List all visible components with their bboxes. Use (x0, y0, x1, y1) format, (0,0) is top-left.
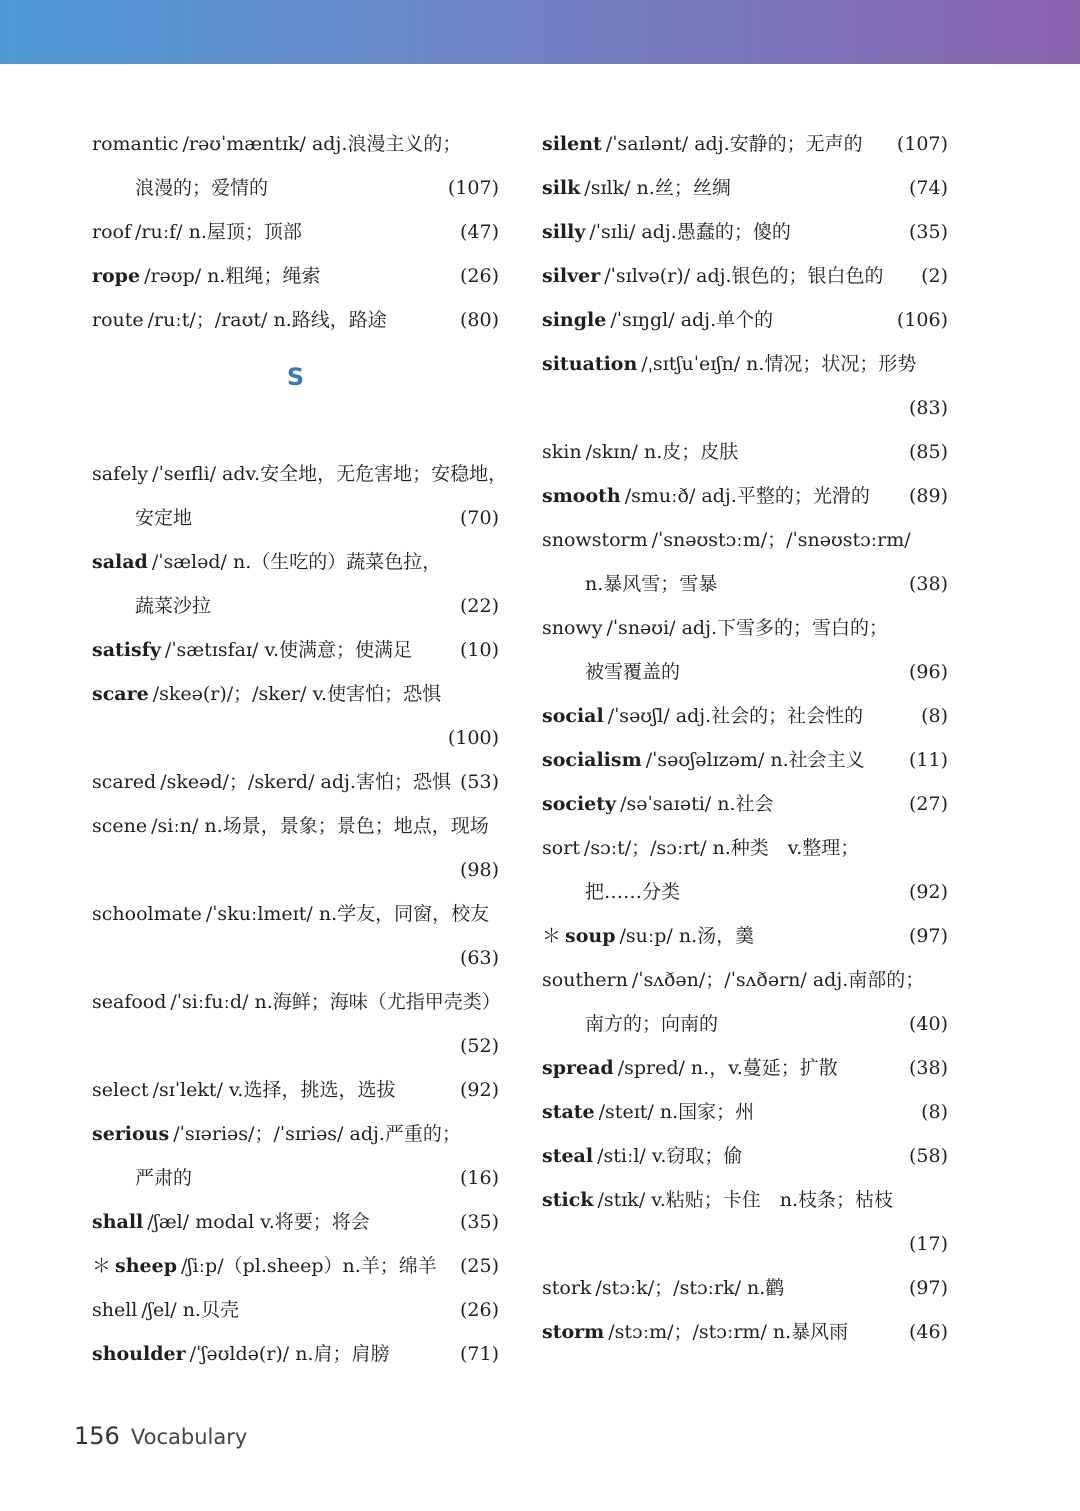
vocab-entry (92, 122, 499, 210)
entry-page-ref: ( 97 ) (909, 914, 948, 958)
entry-definition: /ˈsæləd/ n.（生吃的）蔬菜色拉， (151, 551, 442, 573)
entry-page-ref: ( 92 ) (460, 1068, 499, 1112)
entry-headline (542, 1310, 948, 1354)
vocab-entry (92, 1244, 499, 1288)
entry-definition: /ruːt/；/raʊt/ n.路线，路途 (147, 309, 387, 331)
entry-definition: /stɪk/ v.粘贴；卡住 n.枝条；枯枝 (597, 1189, 894, 1211)
entry-definition: /stɔːk/；/stɔːrk/ n.鹳 (595, 1277, 785, 1299)
entry-continuation: n.暴风雪；雪暴 (585, 573, 718, 595)
vocab-entry (542, 342, 948, 430)
asterisk-icon: ＊ (542, 925, 562, 947)
entry-headline (542, 958, 948, 1002)
entry-page-ref: ( 71 ) (460, 1332, 499, 1376)
entry-headline (542, 1046, 948, 1090)
entry-headline (542, 694, 948, 738)
entry-word: select (92, 1079, 149, 1101)
entry-headline (542, 122, 948, 166)
entry-headline (542, 1266, 948, 1310)
entry-definition: /ˈsəʊʃəlɪzəm/ n.社会主义 (645, 749, 865, 771)
entry-definition: /ˈsɪli/ adj.愚蠢的；傻的 (589, 221, 791, 243)
entry-page-line (542, 1222, 948, 1266)
entry-word: snowy (542, 617, 603, 639)
entry-word: route (92, 309, 144, 331)
entry-word: storm (542, 1321, 605, 1343)
entry-headline (542, 738, 948, 782)
entry-continuation: 严肃的 (135, 1167, 193, 1189)
entry-page-ref: ( 47 ) (460, 210, 499, 254)
entry-definition: /skeə(r)/；/sker/ v.使害怕；恐惧 (152, 683, 442, 705)
vocab-entry (92, 1288, 499, 1332)
entry-definition: /smuːð/ adj.平整的；光滑的 (624, 485, 870, 507)
vocab-entry (542, 518, 948, 606)
entry-definition: /ˈsnəʊstɔːm/；/ˈsnəʊstɔːrm/ (651, 529, 911, 551)
entry-headline (542, 474, 948, 518)
vocab-entry (542, 826, 948, 914)
entry-definition: /ˈsiːfuːd/ n.海鲜；海味（尤指甲壳类） (170, 991, 501, 1013)
entry-definition: /siːn/ n.场景，景象；景色；地点，现场 (151, 815, 489, 837)
entry-headline (542, 826, 948, 870)
entry-headline (542, 210, 948, 254)
entry-word: spread (542, 1057, 614, 1079)
entry-definition: /səˈsaɪəti/ n.社会 (620, 793, 774, 815)
entry-definition: /ˈsnəʊi/ adj.下雪多的；雪白的； (606, 617, 889, 639)
entry-headline (92, 452, 508, 496)
entry-continuation: 把……分类 (585, 881, 681, 903)
entry-page-ref: ( 10 ) (460, 628, 499, 672)
vocab-entry (92, 892, 499, 980)
footer-label: Vocabulary (130, 1425, 248, 1449)
entry-headline (92, 1200, 499, 1244)
entry-continuation: 安定地 (135, 507, 193, 529)
entry-page-ref: ( 83 ) (909, 386, 948, 430)
vocab-entry (542, 914, 948, 958)
entry-page-ref: ( 107 ) (448, 166, 499, 210)
entry-word: silly (542, 221, 586, 243)
entry-headline (542, 254, 948, 298)
entry-definition: /stɔːm/；/stɔːrm/ n.暴风雨 (608, 1321, 849, 1343)
vocab-entry (542, 1266, 948, 1310)
entry-word: shall (92, 1211, 144, 1233)
entry-definition: /ˈsɪŋgl/ adj.单个的 (610, 309, 774, 331)
entry-definition: /stiːl/ v.窃取；偷 (597, 1145, 743, 1167)
entry-continuation: 被雪覆盖的 (585, 661, 681, 683)
entry-word: romantic (92, 133, 179, 155)
entry-word: snowstorm (542, 529, 648, 551)
entry-page-ref: ( 16 ) (460, 1156, 499, 1200)
vocab-entry (92, 1112, 499, 1200)
entry-definition: /rəʊˈmæntɪk/ adj.浪漫主义的； (182, 133, 462, 155)
entry-definition: /spred/ n.，v.蔓延；扩散 (617, 1057, 838, 1079)
entry-definition: /ˈsʌðən/；/ˈsʌðərn/ adj.南部的； (631, 969, 925, 991)
vocab-entry (92, 254, 499, 298)
entry-page-ref: ( 38 ) (909, 562, 948, 606)
entry-word: stork (542, 1277, 592, 1299)
entry-definition: /ˈsəʊʃl/ adj.社会的；社会性的 (607, 705, 864, 727)
vocab-entry (542, 1046, 948, 1090)
entry-page-ref: ( 107 ) (897, 122, 948, 166)
vocab-entry (92, 804, 499, 892)
vocab-entry (542, 122, 948, 166)
entry-headline (92, 122, 499, 166)
entry-word: serious (92, 1123, 170, 1145)
entry-page-ref: ( 52 ) (460, 1024, 499, 1068)
vocab-entry (542, 606, 948, 694)
vocab-entry (542, 738, 948, 782)
entry-continuation: 浪漫的；爱情的 (135, 177, 269, 199)
entry-page-ref: ( 22 ) (460, 584, 499, 628)
entry-definition: /ˈsaɪlənt/ adj.安静的；无声的 (605, 133, 863, 155)
page-footer (74, 1422, 247, 1450)
entry-page-ref: ( 100 ) (448, 716, 499, 760)
entry-headline (542, 430, 948, 474)
entry-page-ref: ( 58 ) (909, 1134, 948, 1178)
entry-definition: /ʃel/ n.贝壳 (141, 1299, 239, 1321)
entry-word: shoulder (92, 1343, 186, 1365)
section-letter: S (286, 363, 305, 391)
entry-word: scene (92, 815, 148, 837)
entry-headline (92, 804, 499, 848)
entry-word: silk (542, 177, 581, 199)
entry-word: silver (542, 265, 601, 287)
entry-headline (542, 782, 948, 826)
entry-definition: /ˈskuːlmeɪt/ n.学友，同窗，校友 (205, 903, 490, 925)
entry-word: society (542, 793, 617, 815)
entry-headline (92, 1112, 499, 1156)
entry-headline (92, 672, 499, 716)
vocab-entry (92, 980, 499, 1068)
entry-definition: /ˈsætɪsfaɪ/ v.使满意；使满足 (164, 639, 413, 661)
entry-page-ref: ( 26 ) (460, 1288, 499, 1332)
entry-word: scared (92, 771, 157, 793)
entry-page-ref: ( 26 ) (460, 254, 499, 298)
entry-word: steal (542, 1145, 594, 1167)
vocab-entry (542, 1178, 948, 1266)
entry-definition: /sɔːt/；/sɔːrt/ n.种类 v.整理； (583, 837, 860, 859)
vocab-entry (542, 1090, 948, 1134)
entry-page-line (92, 716, 499, 760)
entry-page-ref: ( 11 ) (909, 738, 948, 782)
header-gradient-band (0, 0, 1080, 64)
entry-word: state (542, 1101, 595, 1123)
entry-page-ref: ( 92 ) (909, 870, 948, 914)
entry-word: single (542, 309, 607, 331)
entry-page-ref: ( 40 ) (909, 1002, 948, 1046)
vocab-entry (92, 1200, 499, 1244)
entry-definition: /rəʊp/ n.粗绳；绳索 (144, 265, 321, 287)
entry-word: shell (92, 1299, 138, 1321)
entry-headline (92, 254, 499, 298)
right-column (542, 122, 948, 1354)
entry-word: satisfy (92, 639, 161, 661)
vocab-entry (92, 1332, 499, 1376)
entry-definition: /ʃæl/ modal v.将要；将会 (147, 1211, 370, 1233)
entry-word: social (542, 705, 604, 727)
vocab-entry (92, 210, 499, 254)
entry-word: sheep (115, 1255, 177, 1277)
vocab-entry (542, 1134, 948, 1178)
vocab-entry (542, 958, 948, 1046)
entry-word: rope (92, 265, 141, 287)
vocab-entry (92, 540, 499, 628)
entry-headline (542, 1134, 948, 1178)
entry-headline (542, 1178, 948, 1222)
entry-headline (542, 298, 948, 342)
entry-definition: /skɪn/ n.皮；皮肤 (585, 441, 739, 463)
entry-page-ref: ( 70 ) (460, 496, 499, 540)
entry-word: soup (565, 925, 616, 947)
entry-word: skin (542, 441, 582, 463)
entry-word: socialism (542, 749, 642, 771)
entry-headline (542, 342, 948, 386)
vocab-entry (542, 430, 948, 474)
entry-headline (92, 760, 499, 804)
entry-definition: /steɪt/ n.国家；州 (598, 1101, 755, 1123)
entry-definition: /ˈseɪfli/ adv.安全地，无危害地；安稳地， (152, 463, 508, 485)
entry-continuation: 南方的；向南的 (585, 1013, 719, 1035)
entry-headline (542, 166, 948, 210)
entry-page-ref: ( 17 ) (909, 1222, 948, 1266)
entry-word: seafood (92, 991, 167, 1013)
vocab-entry (542, 474, 948, 518)
vocab-entry (542, 298, 948, 342)
entry-headline (92, 628, 499, 672)
entry-definition: /sɪlk/ n.丝；丝绸 (584, 177, 731, 199)
entry-word: schoolmate (92, 903, 202, 925)
entry-headline (542, 914, 948, 958)
entry-definition: /ruːf/ n.屋顶；顶部 (135, 221, 302, 243)
left-column (92, 122, 508, 1376)
entry-definition: /ˈsɪlvə(r)/ adj.银色的；银白色的 (604, 265, 884, 287)
vocab-entry (542, 782, 948, 826)
entry-definition: /ˈsɪəriəs/；/ˈsɪriəs/ adj.严重的； (173, 1123, 461, 1145)
entry-headline (92, 210, 499, 254)
entry-word: safely (92, 463, 149, 485)
vocab-entry (92, 760, 499, 804)
entry-word: silent (542, 133, 602, 155)
vocab-entry (92, 1068, 499, 1112)
entry-page-ref: ( 63 ) (460, 936, 499, 980)
entry-page-ref: ( 85 ) (909, 430, 948, 474)
entry-page-ref: ( 27 ) (909, 782, 948, 826)
entry-page-ref: ( 8 ) (921, 694, 948, 738)
vocab-entry (542, 210, 948, 254)
entry-page-ref: ( 8 ) (921, 1090, 948, 1134)
entry-page-ref: ( 74 ) (909, 166, 948, 210)
entry-headline (92, 1288, 499, 1332)
entry-headline (92, 1332, 499, 1376)
entry-page-ref: ( 35 ) (460, 1200, 499, 1244)
entry-definition: /sɪˈlekt/ v.选择，挑选，选拔 (152, 1079, 396, 1101)
entry-word: smooth (542, 485, 621, 507)
entry-page-line (92, 848, 499, 892)
entry-definition: /suːp/ n.汤，羹 (619, 925, 755, 947)
entry-page-ref: ( 89 ) (909, 474, 948, 518)
entry-page-ref: ( 106 ) (897, 298, 948, 342)
vocab-entry (542, 254, 948, 298)
entry-headline (542, 518, 948, 562)
vocab-entry (542, 694, 948, 738)
entry-word: stick (542, 1189, 594, 1211)
entry-definition: /skeəd/；/skerd/ adj.害怕；恐惧 (160, 771, 451, 793)
entry-page-ref: ( 2 ) (921, 254, 948, 298)
entry-definition: /ʃiːp/（pl.sheep）n.羊；绵羊 (181, 1255, 437, 1277)
entry-word: scare (92, 683, 149, 705)
entry-word: sort (542, 837, 580, 859)
vocab-entry (92, 452, 508, 540)
entry-definition: /ˌsɪtʃuˈeɪʃn/ n.情况；状况；形势 (641, 353, 917, 375)
asterisk-icon: ＊ (92, 1255, 112, 1277)
vocab-entry (542, 166, 948, 210)
entry-continuation: 蔬菜沙拉 (135, 595, 212, 617)
entry-headline (92, 540, 499, 584)
entry-page-ref: ( 98 ) (460, 848, 499, 892)
entry-page-ref: ( 97 ) (909, 1266, 948, 1310)
entry-page-ref: ( 96 ) (909, 650, 948, 694)
entry-headline (92, 980, 499, 1024)
entry-word: situation (542, 353, 638, 375)
entry-word: roof (92, 221, 131, 243)
entry-word: salad (92, 551, 148, 573)
entry-headline (92, 298, 499, 342)
entry-page-line (542, 386, 948, 430)
entry-page-line (92, 936, 499, 980)
entry-headline (92, 1244, 499, 1288)
entry-page-line (92, 1024, 499, 1068)
entry-page-ref: ( 80 ) (460, 298, 499, 342)
entry-headline (542, 1090, 948, 1134)
entry-page-ref: ( 35 ) (909, 210, 948, 254)
entry-headline (92, 1068, 499, 1112)
entry-page-ref: ( 53 ) (460, 760, 499, 804)
vocab-entry (92, 298, 499, 342)
entry-headline (92, 892, 499, 936)
page-number: 156 (74, 1422, 120, 1450)
entry-definition: /ˈʃəʊldə(r)/ n.肩；肩膀 (189, 1343, 390, 1365)
vocab-entry (92, 672, 499, 760)
vocab-entry (542, 1310, 948, 1354)
entry-page-ref: ( 38 ) (909, 1046, 948, 1090)
entry-headline (542, 606, 948, 650)
entry-word: southern (542, 969, 628, 991)
vocab-entry (92, 628, 499, 672)
entry-page-ref: ( 46 ) (909, 1310, 948, 1354)
entry-page-ref: ( 25 ) (460, 1244, 499, 1288)
